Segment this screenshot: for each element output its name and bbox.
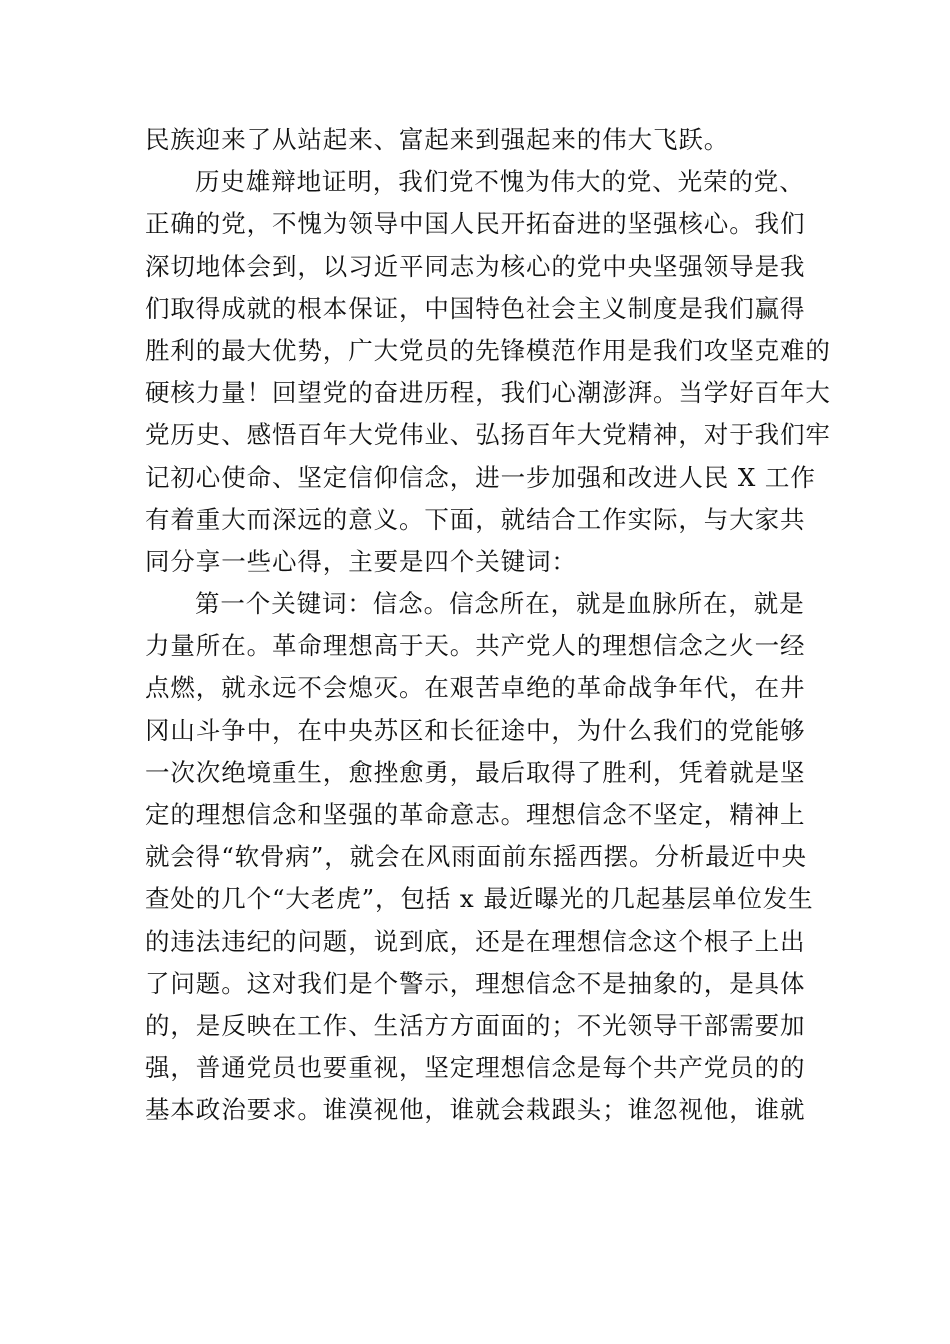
text-line: 一次次绝境重生，愈挫愈勇，最后取得了胜利，凭着就是坚 (145, 757, 806, 787)
text-line: 民族迎来了从站起来、富起来到强起来的伟大飞跃。 (145, 125, 730, 154)
text-line: 定的理想信念和坚强的革命意志。理想信念不坚定，精神上 (145, 800, 806, 829)
text-line: 同分享一些心得，主要是四个关键词： (145, 546, 577, 576)
text-line: 冈山斗争中，在中央苏区和长征途中，为什么我们的党能够 (145, 715, 806, 745)
text-line: 记初心使命、坚定信仰信念，进一步加强和改进人民 X 工作 (145, 462, 816, 492)
text-line: 就会得“软骨病”，就会在风雨面前东摇西摆。分析最近中央 (145, 842, 807, 872)
text-line: 了问题。这对我们是个警示，理想信念不是抽象的，是具体 (145, 968, 806, 998)
text-line: 力量所在。革命理想高于天。共产党人的理想信念之火一经 (145, 631, 806, 661)
text-line: 深切地体会到，以习近平同志为核心的党中央坚强领导是我 (145, 251, 806, 281)
text-line: 查处的几个“大老虎”，包括 x 最近曝光的几起基层单位发生 (145, 884, 814, 914)
text-line: 的，是反映在工作、生活方方面面的；不光领导干部需要加 (145, 1010, 806, 1040)
text-line: 基本政治要求。谁漠视他，谁就会栽跟头；谁忽视他，谁就 (145, 1095, 806, 1125)
paragraph-start-line: 历史雄辩地证明，我们党不愧为伟大的党、光荣的党、 (195, 167, 805, 197)
text-line: 硬核力量！回望党的奋进历程，我们心潮澎湃。当学好百年大 (145, 378, 831, 408)
text-line: 党历史、感悟百年大党伟业、弘扬百年大党精神，对于我们牢 (145, 420, 831, 450)
text-line: 胜利的最大优势，广大党员的先锋模范作用是我们攻坚克难的 (145, 335, 831, 365)
text-line: 正确的党，不愧为领导中国人民开拓奋进的坚强核心。我们 (145, 209, 806, 239)
paragraph-start-line: 第一个关键词：信念。信念所在，就是血脉所在，就是 (195, 589, 805, 619)
body-text (145, 119, 831, 1132)
text-line: 们取得成就的根本保证，中国特色社会主义制度是我们赢得 (145, 293, 806, 323)
text-line: 有着重大而深远的意义。下面，就结合工作实际，与大家共 (145, 504, 806, 534)
text-line: 强，普通党员也要重视，坚定理想信念是每个共产党员的的 (145, 1053, 806, 1083)
text-line: 点燃，就永远不会熄灭。在艰苦卓绝的革命战争年代，在井 (145, 673, 806, 703)
text-line: 的违法违纪的问题，说到底，还是在理想信念这个根子上出 (145, 926, 806, 956)
